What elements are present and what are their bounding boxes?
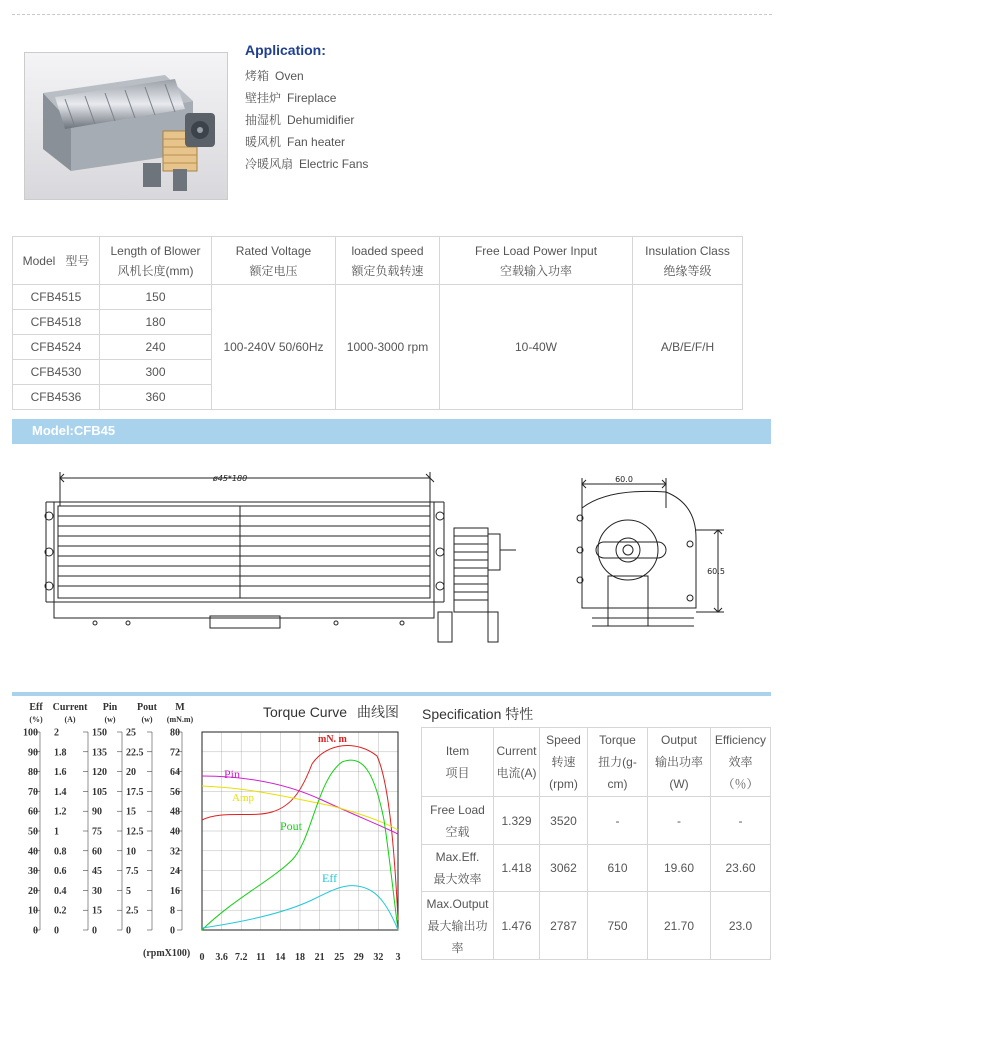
tick-label: 90 (28, 747, 38, 759)
model-band-title: Model:CFB45 (32, 423, 116, 438)
tick-label: 56 (170, 786, 180, 798)
tick-label: 8 (170, 905, 175, 917)
table-row (422, 892, 771, 960)
tick-label: 60 (28, 806, 38, 818)
spec-cell-output: 21.70 (648, 892, 711, 960)
tick-label: 20 (126, 767, 136, 779)
x-tick-label: 29 (353, 952, 364, 963)
cell-length: 240 (100, 335, 212, 360)
axis-header: Eff (29, 702, 43, 713)
spec-cell-item: Free Load 空载 (422, 797, 494, 845)
tick-label: 0.8 (54, 846, 67, 858)
spec-cell-output: - (648, 797, 711, 845)
tick-label: 0 (33, 925, 38, 937)
tick-label: 50 (28, 826, 38, 838)
cell-length: 360 (100, 385, 212, 410)
cell-model: CFB4530 (13, 360, 100, 385)
spec-header-speed: Speed 转速 (rpm) (540, 728, 588, 797)
tick-label: 40 (170, 826, 180, 838)
application-title: Application: (245, 42, 326, 58)
top-dashed-divider (12, 14, 772, 15)
side-width-label: 60.0 (615, 475, 633, 484)
cell-power: 10-40W (440, 285, 633, 410)
models-table (12, 236, 743, 410)
tick-label: 45 (92, 866, 102, 878)
cell-length: 180 (100, 310, 212, 335)
header-model: Model 型号 (13, 237, 100, 285)
tick-label: 75 (92, 826, 102, 838)
header-length: Length of Blower 风机长度(mm) (100, 237, 212, 285)
x-tick-label: 3.6 (215, 952, 228, 963)
label-amp: Amp (232, 792, 254, 804)
label-mn: mN. m (318, 734, 347, 745)
tick-label: 2 (54, 727, 59, 739)
tick-label: 17.5 (126, 786, 144, 798)
spec-header-output: Output 输出功率 (W) (648, 728, 711, 797)
tick-label: 0.6 (54, 866, 67, 878)
tick-label: 20 (28, 885, 38, 897)
spec-cell-speed: 3062 (540, 845, 588, 892)
x-tick-label: 11 (256, 952, 266, 963)
tick-label: 30 (92, 885, 102, 897)
front-dimension-label: ø45*180 (212, 474, 248, 483)
product-photo (24, 52, 228, 200)
spec-cell-speed: 2787 (540, 892, 588, 960)
spec-cell-current: 1.418 (494, 845, 540, 892)
tick-label: 10 (28, 905, 38, 917)
tick-label: 48 (170, 806, 180, 818)
table-row (13, 285, 743, 310)
x-tick-label: 0 (199, 952, 205, 963)
tick-label: 7.5 (126, 866, 139, 878)
spec-cell-item: Max.Output 最大输出功 率 (422, 892, 494, 960)
tick-label: 1.4 (54, 786, 67, 798)
spec-cell-speed: 3520 (540, 797, 588, 845)
x-tick-label: 18 (295, 952, 305, 963)
cell-speed: 1000-3000 rpm (336, 285, 440, 410)
section-divider (12, 692, 771, 696)
spec-title: Specification 特性 (422, 706, 534, 722)
spec-header-current: Current 电流(A) (494, 728, 540, 797)
header-insulation: Insulation Class 绝缘等级 (633, 237, 743, 285)
cell-model: CFB4524 (13, 335, 100, 360)
label-pout: Pout (280, 819, 303, 833)
x-tick-label: 32 (373, 952, 384, 963)
axis-unit: (%) (29, 715, 43, 724)
axis-unit: (w) (141, 715, 153, 724)
label-pin: Pin (224, 767, 241, 781)
tick-label: 70 (28, 786, 38, 798)
spec-cell-item: Max.Eff. 最大效率 (422, 845, 494, 892)
axis-header: Pin (102, 702, 118, 713)
x-axis-unit: (rpmX100) (143, 948, 191, 959)
cell-model: CFB4515 (13, 285, 100, 310)
table-row (422, 797, 771, 845)
axis-unit: (mN.m) (166, 715, 194, 724)
tick-label: 120 (92, 767, 107, 779)
spec-cell-eff: 23.60 (711, 845, 771, 892)
spec-cell-eff: - (711, 797, 771, 845)
spec-table (421, 727, 771, 960)
axis-unit: (w) (104, 715, 116, 724)
spec-cell-torque: 610 (588, 845, 648, 892)
x-tick-label: 21 (314, 952, 325, 963)
label-eff: Eff (322, 871, 338, 885)
tick-label: 105 (92, 786, 107, 798)
tick-label: 80 (28, 767, 38, 779)
tick-label: 0.4 (54, 885, 67, 897)
spec-header-item: Item 项目 (422, 728, 494, 797)
model-band (12, 419, 771, 444)
models-table-header (13, 237, 743, 285)
tick-label: 16 (170, 885, 180, 897)
cell-voltage: 100-240V 50/60Hz (212, 285, 336, 410)
tick-label: 150 (92, 727, 107, 739)
spec-header-torque: Torque 扭力(g- cm) (588, 728, 648, 797)
cell-model: CFB4536 (13, 385, 100, 410)
x-tick-label: 14 (275, 952, 286, 963)
application-item: 暖风机 Fan heater (245, 135, 346, 149)
application-item: 冷暖风扇 Electric Fans (245, 157, 369, 171)
tick-label: 1.2 (54, 806, 67, 818)
tick-label: 1.8 (54, 747, 67, 759)
application-section (245, 42, 545, 175)
tick-label: 32 (170, 846, 180, 858)
tick-label: 100 (23, 727, 38, 739)
tick-label: 80 (170, 727, 180, 739)
spec-header-efficiency: Efficiency 效率 （％） (711, 728, 771, 797)
axis-header: Current (52, 702, 88, 713)
tick-label: 12.5 (126, 826, 144, 838)
tick-label: 30 (28, 866, 38, 878)
axis-unit: (A) (64, 715, 76, 724)
axis-header: M (175, 702, 185, 713)
tick-label: 1.6 (54, 767, 67, 779)
tick-label: 40 (28, 846, 38, 858)
tick-label: 15 (92, 905, 102, 917)
axis-header: Pout (137, 702, 157, 713)
header-voltage: Rated Voltage 额定电压 (212, 237, 336, 285)
tick-label: 0 (126, 925, 131, 937)
tick-label: 135 (92, 747, 107, 759)
tick-label: 90 (92, 806, 102, 818)
x-tick-label: 25 (334, 952, 345, 963)
application-item: 烤箱 Oven (245, 69, 304, 83)
tick-label: 15 (126, 806, 136, 818)
tick-label: 60 (92, 846, 102, 858)
header-power: Free Load Power Input 空载输入功率 (440, 237, 633, 285)
spec-header-row (422, 728, 771, 797)
x-tick-label: 3 (395, 952, 401, 963)
torque-curve-chart (12, 700, 412, 965)
side-height-label: 60.5 (707, 567, 725, 576)
torque-title: Torque Curve 曲线图 (263, 704, 400, 720)
spec-cell-eff: 23.0 (711, 892, 771, 960)
tick-label: 72 (170, 747, 180, 759)
tick-label: 64 (170, 767, 180, 779)
tick-label: 25 (126, 727, 136, 739)
blower-side-drawing (568, 468, 738, 650)
tick-label: 22.5 (126, 747, 144, 759)
spec-cell-output: 19.60 (648, 845, 711, 892)
spec-cell-current: 1.476 (494, 892, 540, 960)
blower-front-drawing (30, 462, 530, 652)
cell-length: 150 (100, 285, 212, 310)
tick-label: 2.5 (126, 905, 139, 917)
tick-label: 5 (126, 885, 131, 897)
header-speed: loaded speed 额定负载转速 (336, 237, 440, 285)
spec-cell-torque: 750 (588, 892, 648, 960)
application-item: 壁挂炉 Fireplace (245, 91, 337, 105)
tick-label: 0 (170, 925, 175, 937)
cell-length: 300 (100, 360, 212, 385)
spec-cell-torque: - (588, 797, 648, 845)
tick-label: 0 (54, 925, 59, 937)
cell-model: CFB4518 (13, 310, 100, 335)
tick-label: 0 (92, 925, 97, 937)
tick-label: 10 (126, 846, 136, 858)
application-item: 抽湿机 Dehumidifier (245, 113, 355, 127)
tick-label: 24 (170, 866, 180, 878)
table-row (422, 845, 771, 892)
cell-insulation: A/B/E/F/H (633, 285, 743, 410)
tick-label: 1 (54, 826, 59, 838)
spec-cell-current: 1.329 (494, 797, 540, 845)
x-tick-label: 7.2 (234, 952, 248, 963)
tick-label: 0.2 (54, 905, 67, 917)
